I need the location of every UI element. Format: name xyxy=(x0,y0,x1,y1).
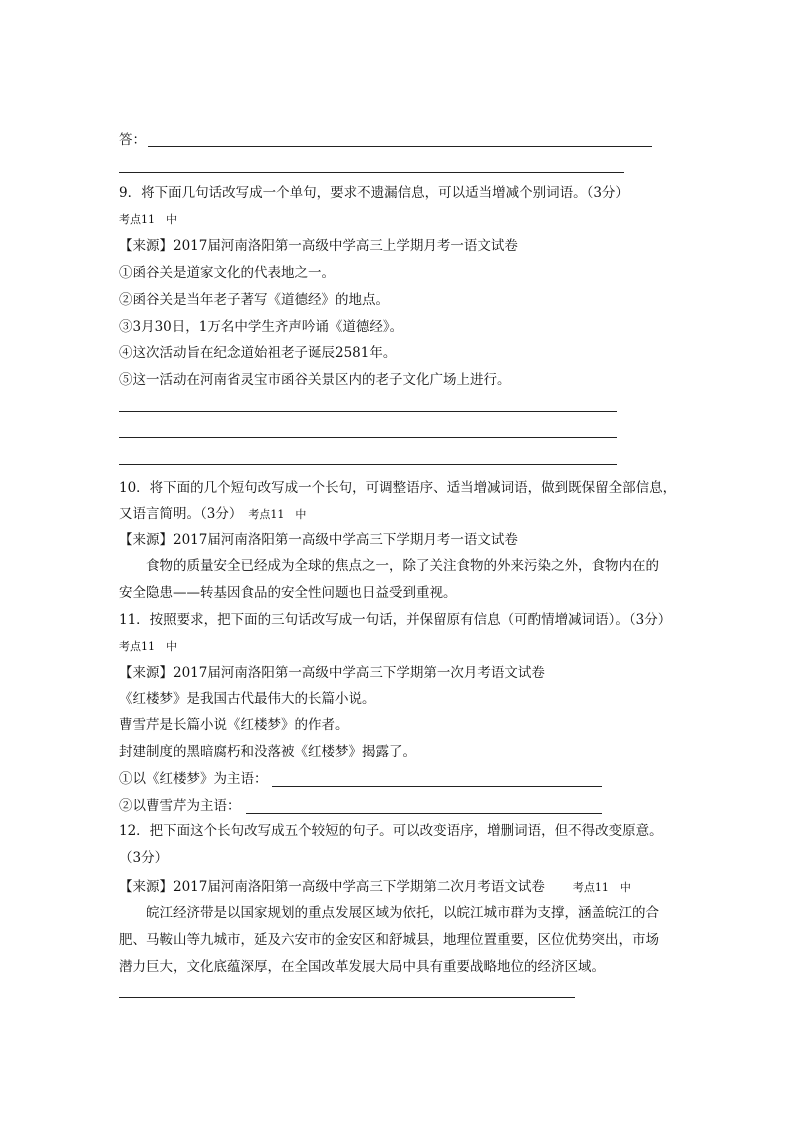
question-11-sentence: 《红楼梦》是我国古代最伟大的长篇小说。 xyxy=(119,691,376,707)
question-12-source-row xyxy=(119,878,631,896)
question-9-item: ④这次活动旨在纪念道始祖老子诞辰2581年。 xyxy=(119,345,397,361)
question-12-passage: 潜力巨大，文化底蕴深厚，在全国改革发展大局中具有重要战略地位的经济区域。 xyxy=(119,959,605,975)
question-10-source: 【来源】2017届河南洛阳第一高级中学高三下学期月考一语文试卷 xyxy=(119,532,518,548)
question-11-sentence: 曹雪芹是长篇小说《红楼梦》的作者。 xyxy=(119,717,349,733)
question-11-prompt: 11．按照要求，把下面的三句话改写成一句话，并保留原有信息（可酌情增减词语）。（3分） xyxy=(119,612,672,628)
question-10-passage: 食物的质量安全已经成为全球的焦点之一，除了关注食物的外来污染之外，食物内在的 xyxy=(146,558,659,574)
answer-blank-line[interactable] xyxy=(119,437,617,438)
question-9-item: ③3月30日，1万名中学生齐声吟诵《道德经》。 xyxy=(119,319,404,335)
question-10-prompt-line2: 又语言简明。（3分） xyxy=(119,506,243,522)
question-11-sub1-label: ①以《红楼梦》为主语： xyxy=(119,771,268,787)
question-12-prompt: 12．把下面这个长句改写成五个较短的句子。可以改变语序，增删词语，但不得改变原意。 xyxy=(119,823,663,839)
answer-blank-line[interactable] xyxy=(119,997,575,998)
answer-blank-line[interactable] xyxy=(148,146,652,147)
question-12-passage: 肥、马鞍山等九城市，延及六安市的金安区和舒城县，地理位置重要，区位优势突出，市场 xyxy=(119,932,659,948)
question-11-source: 【来源】2017届河南洛阳第一高级中学高三下学期第一次月考语文试卷 xyxy=(119,665,545,681)
question-10-prompt: 10．将下面的几个短句改写成一个长句，可调整语序、适当增减词语，做到既保留全部信息， xyxy=(119,480,677,496)
answer-blank-line[interactable] xyxy=(272,786,602,787)
question-9-source: 【来源】2017届河南洛阳第一高级中学高三上学期月考一语文试卷 xyxy=(119,238,518,254)
answer-blank-line[interactable] xyxy=(119,411,617,412)
question-11-meta: 考点11 中 xyxy=(119,640,177,653)
question-9-prompt: 9．将下面几句话改写成一个单句，要求不遗漏信息，可以适当增减个别词语。（3分） xyxy=(119,185,629,201)
question-11-sub2-label: ②以曹雪芹为主语： xyxy=(119,798,241,814)
question-12-source: 【来源】2017届河南洛阳第一高级中学高三下学期第二次月考语文试卷 xyxy=(119,879,545,895)
question-12-passage: 皖江经济带是以国家规划的重点发展区域为依托，以皖江城市群为支撑，涵盖皖江的合 xyxy=(146,905,659,921)
answer-blank-line[interactable] xyxy=(119,464,617,465)
question-9-item: ①函谷关是道家文化的代表地之一。 xyxy=(119,265,335,281)
question-10-prompt-cont xyxy=(119,505,306,523)
question-9-meta: 考点11 中 xyxy=(119,213,177,226)
question-9-item: ②函谷关是当年老子著写《道德经》的地点。 xyxy=(119,292,389,308)
answer-blank-line[interactable] xyxy=(119,172,624,173)
answer-blank-line[interactable] xyxy=(246,813,602,814)
question-10-meta: 考点11 中 xyxy=(248,508,307,521)
question-12-prompt-cont: （3分） xyxy=(119,850,169,866)
question-11-sentence: 封建制度的黑暗腐朽和没落被《红楼梦》揭露了。 xyxy=(119,744,416,760)
question-9-item: ⑤这一活动在河南省灵宝市函谷关景区内的老子文化广场上进行。 xyxy=(119,372,511,388)
question-10-passage: 安全隐患——转基因食品的安全性问题也日益受到重视。 xyxy=(119,585,457,601)
question-12-meta: 考点11 中 xyxy=(572,881,631,894)
answer-label: 答： xyxy=(119,132,146,148)
